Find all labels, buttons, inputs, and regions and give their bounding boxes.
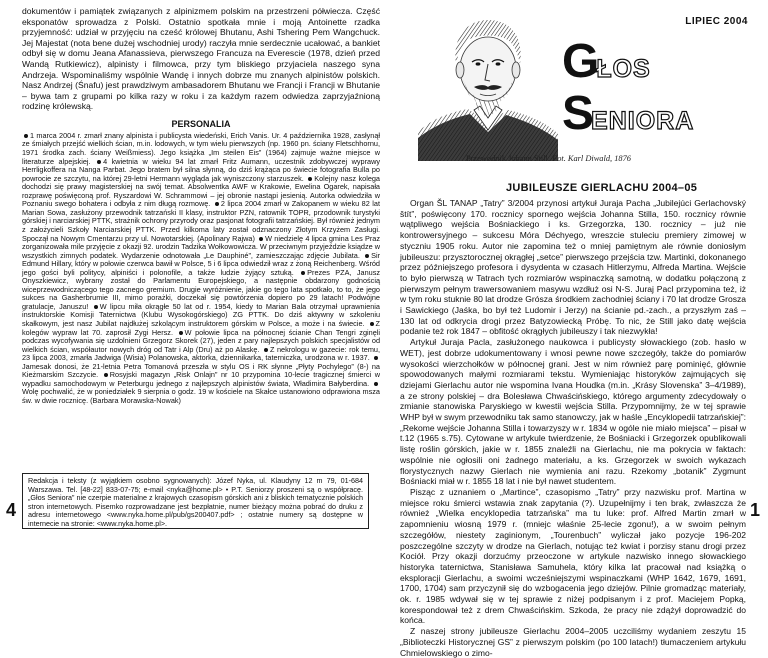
personalia-heading: PERSONALIA	[171, 118, 231, 129]
article-paragraph: Pisząc z uznaniem o „Martince”, czasopismo „Tatry” przy nazwisku prof. Martina w miejsce roku śmierci wstawia znak zapytania (?). Uzupełnijmy i ten brak, zwłaszcza że również „Wielka encyklopedia tatrzańska” ma tu luke: prof. Alfred Martin zmarł w zapomnieniu wiosną 1979 r. (mniejc właśnie 25-lecie zgonu!), a w swoim pełnym szczegółów, niestety zaginionym, „Tourenbuch” wyliczał jako pozycje 196-202 poszczególne szczyty w drodze na Gierlach, notując też kwiat i porzisy stanu drogi przez Kociół. Przy okazji dorzućmy przeoczone w artykule nazwisko innego słowackiego historyka taternictwa, Stanisława Samuhela, który kilka lat pracował nad książką o eksploracji Gierlachu, a swoimi wcześniejszymi wspinaczkami (WHP 1642, 1679, 1691, 1700, 1704) sam przyczynił się do wzbogacenia jego dziejów. Pilnie gromadząc materiały, ok. r. 1985 wdywał się w tej sprawie z niżej podpisanym i z prof. Maciejem Popką, korespondował też z drem Chwaścińskim. Szkoda, że pracy nie zdążył doprowadzić do końca.	[400, 486, 746, 626]
personalia-entry: W połowie lipca na północnej ścianie Chan Tengri zginęli podczas wycofywania się uzdolnieni Grzegorz Skorek (27), jeden z pary najlepszych polskich specjalistów od wielkich ścian, współautor nowych dróg od Tatr i Alp (Dru) aż po Alaskę.	[22, 327, 380, 354]
bullet-icon	[374, 356, 378, 360]
article-title: JUBILEUSZE GIERLACHU 2004–05	[506, 182, 698, 194]
bullet-icon	[97, 160, 101, 164]
article-paragraph: Z naszej strony jubileusze Gierlachu 2004–2005 uczciliśmy wydaniem zeszytu 15 „Biblioteczki Historycznej GS” z pierwszym polskim (po 100 latach!) tłumaczeniem artykułu Chmielowskiego o zimo-	[400, 626, 746, 658]
bullet-icon	[370, 322, 374, 326]
issue-date: LIPIEC 2004	[685, 16, 748, 27]
bullet-icon	[301, 271, 305, 275]
intro-paragraph: dokumentów i pamiątek związanych z alpinizmem polskim na przestrzeni półwiecza. Część eksponatów sprowadza z Polski. Ostatnio spotkała mnie i moją Antoinette rzadka przyjemność: udział w przyjęciu na cześć królowej Bhutanu, Ashi Tshering Pem Wangchuck. Jej Majestat (nota bene dużej wschodniej urody) raczyła mnie serdecznie ucałować, a bankiet odbył się w domu Jeana Afanassieva, pierwszego Francuza na Everescie (1978, dzień przed Wandą Rutkiewicz), alpinisty i filmowca, przy tym bliskiego przyjaciela naszego syna Andrzeja. Wspominaliśmy wspólnie Wandę i innych dobrze mu znanych alpinistów polskich. Nasz Andrzej (Śnafu) jest prawdziwym ambasadorem Bhutanu we Francji i Francji w Bhutanie – bywa tam z grupami po kilka razy w roku i za każdym razem odwiedza zaprzyjaźnioną rodzinę królewską.	[22, 6, 380, 112]
personalia-entry: Sir Edmund Hillary, który w połowie czerwca bawił w Polsce, 5 i 6 lipca odwiedził wraz z żoną Reichenberg. Wśród jego gości byli politycy, alpiniści i polonofile, a także ludzie żyjący sztuką.	[22, 250, 380, 277]
bullet-icon	[365, 254, 369, 258]
article-paragraph: Artykuł Juraja Pacla, zasłużonego naukowca i publicysty słowackiego (zob. hasło w WET), jest dobrze udokumentowany i wnosi pewne nowe szczegóły, także do pomiarów wysokości wierzchołków w północnej grani. Jest w nim również parę pominięć, głównie spowodowanych małymi rozmiarami tekstu. Wymieniając historyków zajmujących się dziejami Gierlachu autor nie wspomina Ivana Houdka (m.in. „Krásy Slovenska” 3–4/1989), a ze strony polskiej – dra Bolesława Chwaścińskiego, którego argumenty zdecydowały o zmianie stanowiska Paryskiego w kwestii wejścia Stilla. Przypomnijmy, że w tej sprawie WHP był w swym przewodniku tak samo stanowczy, jak w haśle „Encyklopedii tatrzańskiej”: „Rekome wejście Johanna Stilla i towarzyszy w r. 1834 w ogóle nie miało miejsca” – pisał w t.12 (1965 s.75). Cytowane w artykule twierdzenie, że Bośniacki i Grzegorzek opublikowali listę roślin górskich, jakie w r. 1855 znaleźli na Gierlachu, nie ma pokrycia w faktach: wspólnie nie ogłosili oni żadnego materiału, a ks. Grzegorzek w swoich wykazach florystycznych nazwy Gierlach nie wymienia ani razu. Rzekomy „botanik” Zygmunt Bośniacki miał w r. 1855 18 lat i nie był nawet studentem.	[400, 337, 746, 487]
caption-credit: Fot. Karl Diwald, 1876	[552, 154, 631, 163]
page-number-left: 4	[6, 500, 17, 520]
title-line-seniora	[562, 87, 695, 140]
title-rest-eniora: ENIORA	[591, 107, 695, 135]
personalia-entry: Z nekrologu w gazecie: rok temu, 23 lipca 2003, zmarła Jadwiga (Wisia) Polanowska, aktorka, dziennikarka, taterniczka, urodzona w r. 1937.	[22, 344, 380, 363]
article-paragraph: Organ ŠL TANAP „Tatry” 3/2004 przynosi artykuł Juraja Pacha „Jubilejúci Gerlachovský štít”, poświęcony 170. rocznicy spornego wejścia Johanna Stilla, 150. rocznicy równie wątpliwego wejścia Bośniackiego i ks. Grzegorzka, 130. rocznicy – już nie kontrowersyjnego – sukcesu Móra Déchyego, wreszcie stuleciu premiery zimowej w styczniu 1905 roku. Autor nie zapomina też o mniej pamiętnym ale równie doniosłym jubileuszu: przysztorocznej okrągłej „setce” pierwszego przejścia tzw. Martinki, dokonanego przez późniejszego profesora i dysydenta w czasach Hitlerzymu, Alfreda Martina. Wejście to było pierwszą w Tatrach tych rozmiarów wspinaczką samotną, w dodatku połączoną z pierwszym pełnym trawersowaniem masywu wzdłuż osi N-S. Juraj Pacl przypomina też, iż w tym roku stuknie 80 lat drodze Grósza środkiem zachodniej ściany i 70 lat drodze Grosza i Sawickiego (Jaśka, bo był też Ludomir i Jerzy) na ścianie pd.-zach., a przyszłym zaś – 130 lat od odkrycia drogi przez Batyzowiecką Próbę. To nic, że Still jako datę wejścia podanie też rok 1847 – obfitość okrągłych jubileuszy i tak niezwykła!	[400, 198, 746, 337]
personalia-entry: Z kolegów wypraw lat 70. zaprosił Zygi Hersz.	[22, 318, 380, 337]
article-body	[400, 198, 746, 658]
editorial-footer-box: Redakcja i teksty (z wyjątkiem osobno sygnowanych): Józef Nyka, ul. Klaudyny 12 m 79, 01-684 Warszawa. Tel. [48-22] 833-07-75; e-mail <nyka@home.pl> • P.T. Seniorzy proszeni są o współpracę. „Głos Seniora” nie czerpie materialne z krajowych czasopism górskich ani z bliskich tematycznie polskich stron internetowych. Pisemko rozprowadzane jest bezpłatnie, numer bieżący można pobrać do druku z adresu internetowego <www.nyka.home.pl/pub/gs200407.pdf> ; ostatnie numery są dostępne w internecie na stronie: <www.nyka.home.pl>.	[22, 473, 369, 529]
personalia-entry: W lipcu miła okrągłe 50 lat od r. 1954, kiedy to Marian Bala otrzymał uprawnienia instruktorskie Komisji Taternictwa (Klubu Wysokogórskiego) ZG PTTK. Do dziś aktywny w szkoleniu skałkowym, jest nasz Jubilat najdłużej szkolącym instruktorem górskim w Polsce, a może i na świecie.	[22, 301, 380, 328]
personalia-entry: Rosyjski magazyn „Risk Onlajn” nr 10 przypomina 10-lecie tragicznej śmierci w wypadku samochodowym w Peterburgu jednego z najlepszych alpinistów świata, Władimira Bałyberdina.	[22, 370, 380, 388]
personalia-entry: Jamesak donosi, że 21-letnia Petra Tomanová przeszła w stylu OS i RK słynne „Płyty Pochylego” (8-) na Kieżmarskim Szczycie.	[22, 361, 380, 380]
title-initial-s: S	[562, 87, 595, 140]
title-initial-g: G	[562, 35, 600, 88]
bullet-icon	[374, 382, 378, 386]
personalia-entry: W niedzielę 4 lipca gmina Les Praz zorganizowała mile przyjęcie z okazji 92. urodzin Tadzika Wołkowowicza. W przeciwnym przyjeździe ksiądze w wszystkich zimnych podatek. Wydarzenie odnotowała „Le Dauphiné”, zamieszczając zdjęcie Jubilata.	[22, 233, 381, 260]
page-number-right: 1	[750, 500, 761, 520]
bullet-icon	[264, 348, 268, 352]
caption-text: Przewodnik Johann Still.	[466, 154, 553, 163]
bullet-icon	[94, 305, 98, 309]
bullet-icon	[179, 331, 183, 335]
portrait-caption	[466, 154, 756, 163]
personalia-entry: 2 lipca 2004 zmarł w Zakopanem w wieku 82 lat Marian Sowa, zasłużony przewodnik tatrzański II klasy, instruktor PZN, ratownik TOPR, przodownik turystyki górskiej i narciarskiej PTTK, strażnik ochrony przyrody oraz pasjonat fotografii tatrzańskiej. Był również jednym z założycieli Szkoły Narciarskiej PTTK. Przed kilkoma laty został odznaczony Złotym Krzyżem Zasługi. Spoczął na Nowym Cmentarzu przy ul. Nowotarskiej. (Apolinary Rajwa)	[22, 199, 380, 243]
bullet-icon	[215, 202, 219, 206]
left-column	[22, 6, 380, 405]
bullet-icon	[104, 373, 108, 377]
personalia-entry: Wolę pochwalić, że w poniedziałek 9 sierpnia o godz. 19 w kościele na Skałce ustanowiono odprawiona msza św. w dwie rocznicę. (Barbara Morawska-Nowak)	[22, 387, 380, 405]
bullet-icon	[259, 237, 263, 241]
portrait-engraving	[418, 14, 558, 161]
bullet-icon	[24, 134, 28, 138]
personalia-text	[22, 132, 380, 406]
bullet-icon	[308, 177, 312, 181]
personalia-entry: 1 marca 2004 r. zmarł znany alpinista i publicysta wiedeński, Erich Vanis. Ur. 4 października 1928, zasłynął ze śmiałych przejść wielkich ścian, m.in. lodowych, w tym wielu pierwszych (np. 1960 pn. ściany Fletschhornu, 1971 środka zach. ściany Weißmiess). Jego książka „Im steilen Eis” (1964) zajmuje ważne miejsce w literaturze alpejskiej.	[22, 130, 380, 166]
title-rest-los: ŁOS	[596, 55, 651, 83]
personalia-entry: Kolejny nasz kolega dochodzi się prawy magisterskiej na swój temat. Absolwentka AWF w Krakowie, Ewelina Ogarek, napisała rozprawę poświęconą prof. Ryszardowi W. Schrammowi – jej obronie nastąpi jesienią. Autorka odwiedziła w Poznaniu swego bohatera i odbyła z nim długą rozmowę.	[22, 173, 380, 209]
personalia-entry: Prezes PZA, Janusz Onyszkiewicz, wybrany został do Parlamentu Europejskiego, a następnie obdarzony godnością wiceprzewodniczącego tego zacnego gremium. Drugie wyróżnienie, jakie go tego lata spotkało, to to, że jego sukces na Gasherbrumie III, mimo porażki, doczekał się powtórzenia dopiero po 29 latach! Podwójne gratulacje, Januszu!	[22, 267, 380, 311]
title-line-glos	[562, 35, 651, 88]
personalia-entry: 4 kwietnia w wieku 94 lat zmarł Fritz Aumann, uczestnik zdobywczej wyprawy Herrligkoffera na Nanga Parbat. Jego bratem był silna słynną, do dziś krążąca po świecie fotografia Bulla po powrocie ze szczytu, na której 29-letni Hermann wygląda jak wyniszczony starzuszek.	[22, 156, 381, 183]
